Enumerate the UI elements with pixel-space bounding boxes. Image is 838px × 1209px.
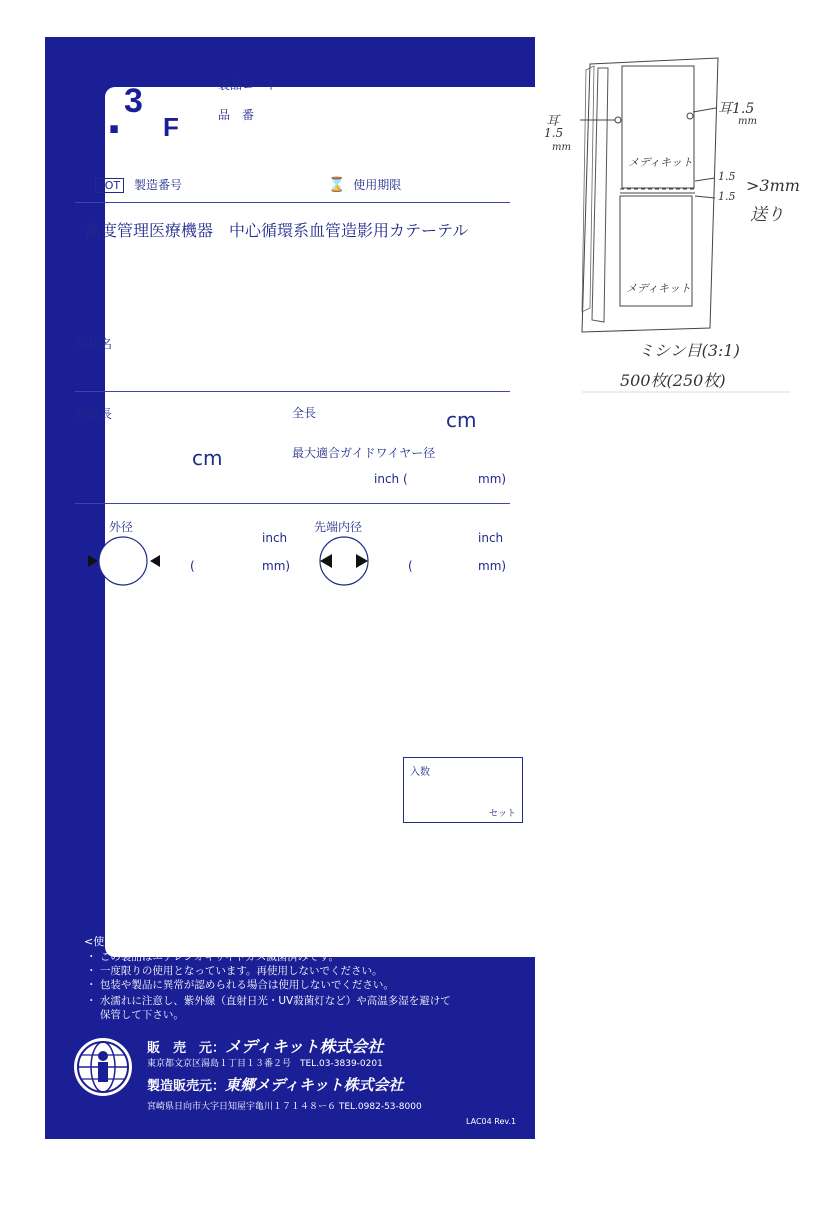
- total-length-label: 全長: [292, 406, 317, 420]
- caution-title: <使用上の注意>: [84, 935, 169, 948]
- maker-name: 東郷メディキット株式会社: [225, 1076, 404, 1094]
- revision-code: LAC04 Rev.1: [466, 1117, 517, 1126]
- quantity-unit: セット: [488, 809, 516, 819]
- caution-item: ・ この製品はエチレンオキサイドガス滅菌済みです。: [86, 951, 339, 963]
- tip-inner-label: 先端内径: [314, 520, 363, 534]
- company-logo: [72, 1036, 134, 1098]
- french-size: 3.: [78, 87, 122, 145]
- sketch-count: 500枚(250枚): [620, 371, 726, 390]
- sketch-ear-right-unit: mm: [738, 116, 757, 127]
- sketch-feed-word: 送り: [750, 205, 784, 225]
- expiry-row: [328, 176, 401, 193]
- tip-paren: (: [408, 559, 413, 573]
- maker-row: [147, 1074, 404, 1095]
- sketch-ear-right: 耳1.5: [718, 101, 755, 117]
- maker-address: 宮崎県日向市大字日知屋宇亀川１７１４８ー６ TEL.0982-53-8000: [147, 1102, 422, 1112]
- seller-address: 東京都文京区湯島１丁目１３番２号 TEL.03-3839-0201: [147, 1059, 383, 1069]
- total-length-unit: cm: [446, 408, 477, 432]
- caution-item: ・ 包装や製品に異常が認められる場合は使用しないでください。: [86, 979, 394, 991]
- lot-row: [95, 176, 182, 193]
- sketch-ear-left-unit: mm: [552, 142, 571, 153]
- sketch-brand-bottom: メディキット: [626, 282, 691, 295]
- seller-name: メディキット株式会社: [225, 1037, 384, 1056]
- outer-paren: (: [190, 559, 195, 573]
- effective-length-label: 有効長: [76, 407, 113, 421]
- seller-label: 販 売 元：: [147, 1041, 226, 1056]
- quantity-box: [403, 757, 523, 823]
- device-classification: 高度管理医療機器 中心循環系血管造影用カテーテル: [85, 221, 469, 240]
- outer-diameter-label: 外径: [109, 520, 134, 534]
- sketch-brand-top: メディキット: [628, 156, 693, 169]
- tip-mm: mm): [478, 559, 507, 573]
- sketch-gap-top: 1.5: [718, 170, 736, 183]
- quantity-label: 入数: [410, 767, 430, 778]
- sketch-gap-bottom: 1.5: [718, 190, 736, 203]
- product-code-label: 製品コード: [218, 78, 279, 92]
- part-number-label: 品 番: [218, 108, 255, 122]
- sketch-ear-left: 耳: [546, 114, 560, 129]
- tip-inner-diameter-icon: [316, 534, 374, 588]
- sketch-perforation: ミシン目(3:1): [638, 341, 740, 360]
- outer-inch: inch: [262, 531, 288, 545]
- tip-inch: inch: [478, 531, 504, 545]
- outer-mm: mm): [262, 559, 291, 573]
- sketch-ear-left-size: 1.5: [544, 126, 564, 140]
- french-size-superscript: 3: [124, 82, 143, 120]
- outer-diameter-icon: [86, 534, 166, 588]
- lot-box: LOT: [95, 178, 124, 193]
- maker-label: 製造販売元：: [147, 1079, 226, 1094]
- shape-label: 形状名: [76, 337, 113, 351]
- seller-row: [147, 1034, 383, 1057]
- guidewire-inch: inch (: [374, 472, 408, 486]
- guidewire-mm: mm): [478, 472, 507, 486]
- french-unit: F: [163, 112, 179, 142]
- divider-lower: [75, 503, 510, 504]
- expiry-label: 使用期限: [353, 178, 402, 192]
- caution-item: ・ 水濡れに注意し、紫外線（直射日光・UV殺菌灯など）や高温多湿を避けて: [86, 995, 451, 1007]
- caution-item: 保管して下さい。: [86, 1009, 184, 1021]
- divider-middle: [75, 391, 510, 392]
- caution-item: ・ 一度限りの使用となっています。再使用しないでください。: [86, 965, 383, 977]
- sketch-feed: >3mm: [746, 176, 800, 195]
- divider-top: [75, 202, 510, 203]
- guidewire-label: 最大適合ガイドワイヤー径: [292, 446, 436, 460]
- effective-length-unit: cm: [192, 446, 223, 470]
- lot-label: 製造番号: [133, 178, 182, 192]
- hourglass-icon: ⌛: [328, 177, 346, 193]
